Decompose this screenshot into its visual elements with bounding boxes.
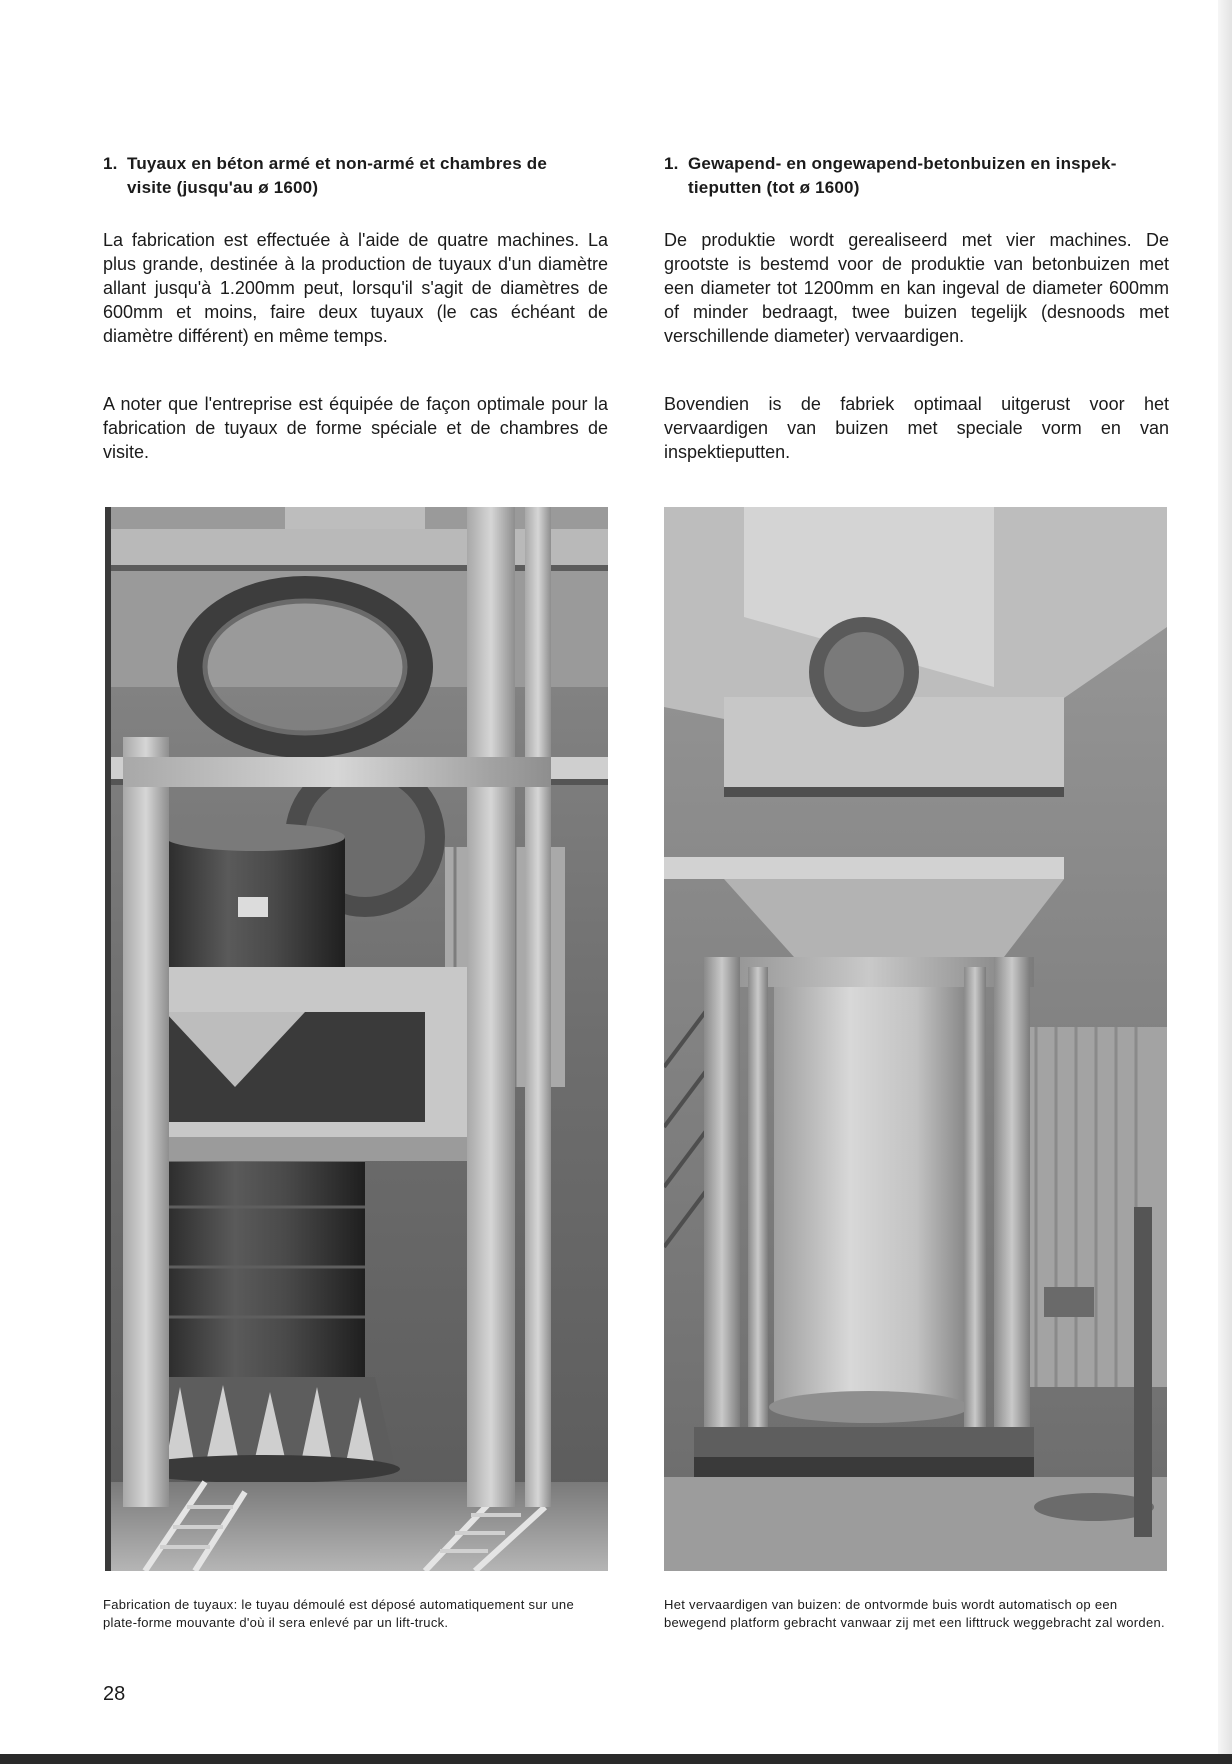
heading-line-2: tieputten (tot ø 1600) <box>688 178 860 197</box>
page-number: 28 <box>103 1683 126 1705</box>
paragraph-dutch-1: De produktie wordt gerealiseerd met vier machines. De grootste is bestemd voor de produktie van betonbuizen met een diameter tot 1200mm en kan ingeval de diameter 600mm of minder bedraagt, twee buizen tegelijk (desnoods met verschillende diameter) vervaardigen. <box>664 230 1169 346</box>
photo-demoulded-pipe <box>664 507 1167 1571</box>
heading-number: 1. <box>103 154 118 173</box>
photo-pipe-machine <box>105 507 608 1571</box>
heading-line-1: Tuyaux en béton armé et non-armé et chambres de <box>127 154 548 173</box>
heading-line-1: Gewapend- en ongewapend-betonbuizen en inspek- <box>688 154 1117 173</box>
heading-line-2: visite (jusqu'au ø 1600) <box>127 178 319 197</box>
heading-number: 1. <box>664 154 679 173</box>
page-bottom-edge <box>0 1754 1232 1764</box>
paragraph-french-2: A noter que l'entreprise est équipée de façon optimale pour la fabrication de tuyaux de forme spéciale et de chambres de visite. <box>103 394 608 462</box>
caption-dutch: Het vervaardigen van buizen: de ontvormde buis wordt automatisch op een bewegend platform gebracht vanwaar zij met een lifttruck weggebracht zal worden. <box>664 1597 1165 1630</box>
page-edge-shadow <box>1218 0 1232 1764</box>
heading-french <box>103 152 608 200</box>
heading-dutch <box>664 152 1169 200</box>
caption-french: Fabrication de tuyaux: le tuyau démoulé est déposé automatiquement sur une plate-forme mouvante d'où il sera enlevé par un lift-truck. <box>103 1597 574 1630</box>
paragraph-french-1: La fabrication est effectuée à l'aide de quatre machines. La plus grande, destinée à la production de tuyaux d'un diamètre allant jusqu'à 1.200mm peut, lorsqu'il s'agit de diamètres de 600mm et moins, faire deux tuyaux (le cas échéant de diamètre différent) en même temps. <box>103 230 608 346</box>
paragraph-dutch-2: Bovendien is de fabriek optimaal uitgerust voor het vervaardigen van buizen met speciale vorm en van inspektieputten. <box>664 394 1169 462</box>
